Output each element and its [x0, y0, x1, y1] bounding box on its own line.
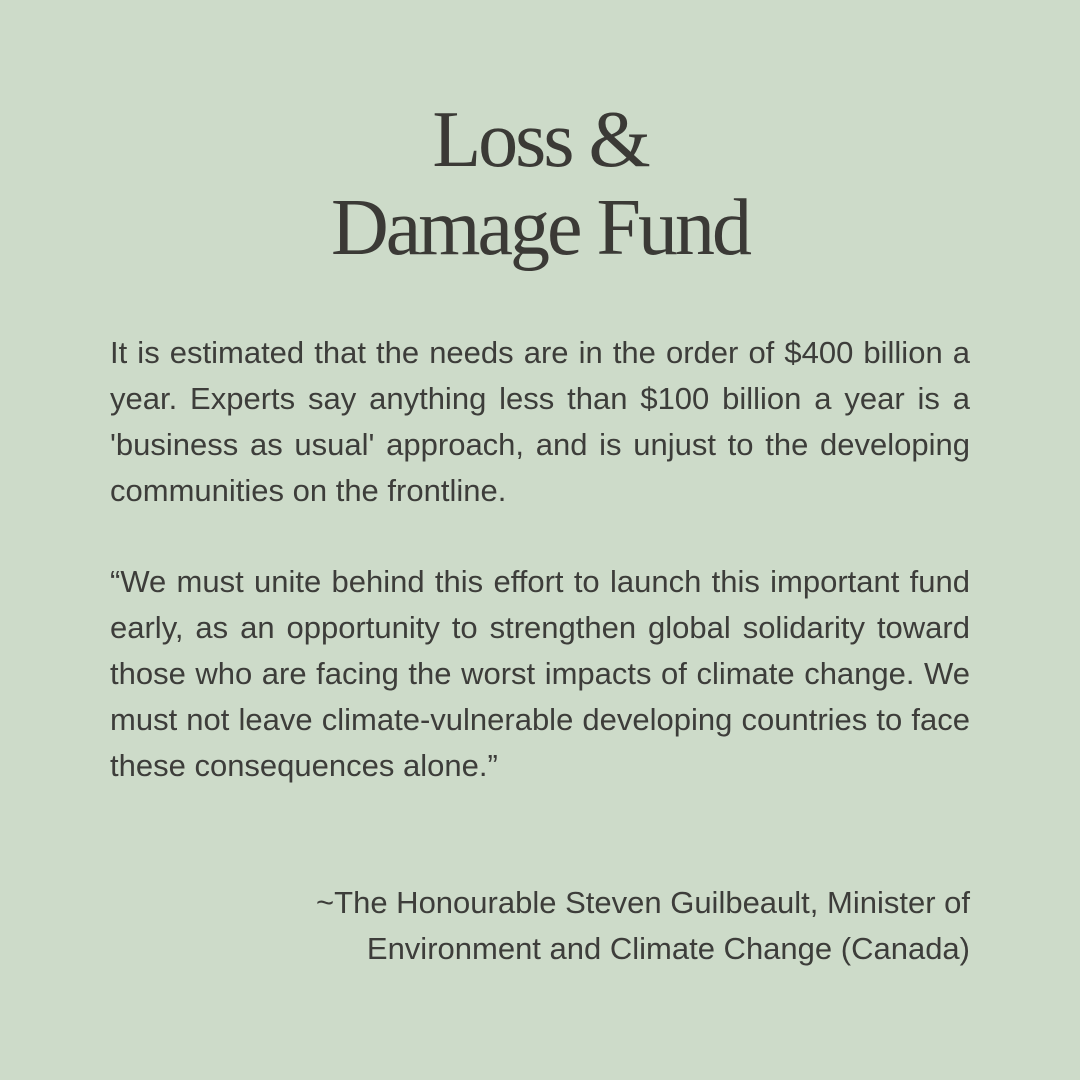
title-line-2: Damage Fund: [330, 184, 749, 272]
page-title: [0, 96, 1080, 272]
estimate-paragraph: It is estimated that the needs are in the order of $400 billion a year. Experts say anything less than $100 billion a year is a 'business as usual' approach, and is unjust to the developing communities on the frontline.: [110, 335, 970, 508]
quote-attribution: [210, 880, 970, 972]
quote-paragraph: “We must unite behind this effort to launch this important fund early, as an opportunity to strengthen global solidarity toward those who are facing the worst impacts of climate change. We must not leave climate-vulnerable developing countries to face these consequences alone.”: [110, 564, 970, 783]
title-line-1: Loss &: [432, 96, 648, 184]
attribution-line-2: Environment and Climate Change (Canada): [366, 931, 970, 966]
attribution-line-1: ~The Honourable Steven Guilbeault, Minister of: [316, 885, 970, 920]
